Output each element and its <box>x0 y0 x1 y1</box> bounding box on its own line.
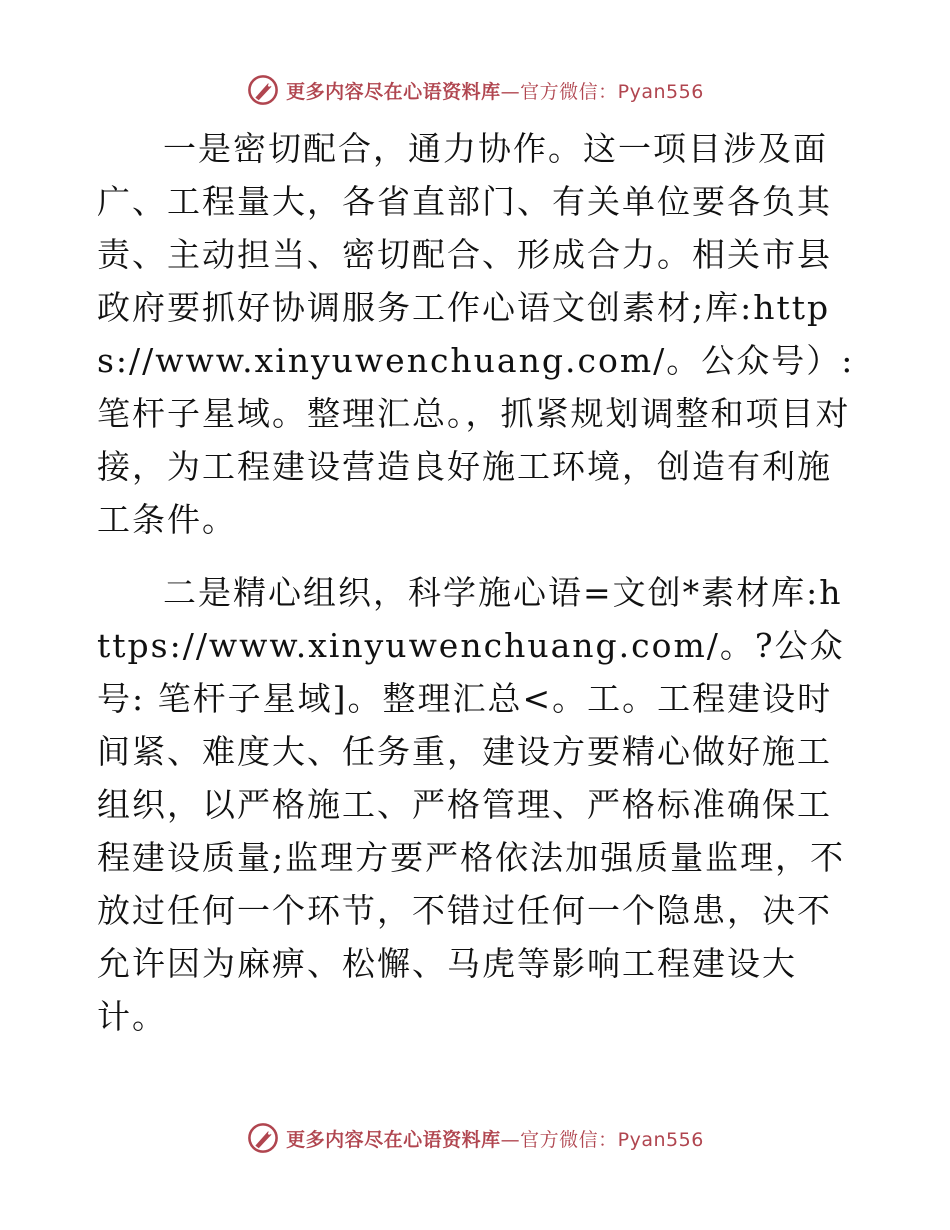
paragraph-1: 一是密切配合，通力协作。这一项目涉及面广、工程量大，各省直部门、有关单位要各负其责、主动担当、密切配合、形成合力。相关市县政府要抓好协调服务工作心语文创素材;库:https://www.xinyuwenchuang.com/。公众号）:笔杆子星域。整理汇总。，抓紧规划调整和项目对接，为工程建设营造良好施工环境，创造有利施工条件。 <box>97 129 855 539</box>
watermark-suffix: —官方微信：Pyan556 <box>500 1128 704 1151</box>
paragraph-2: 二是精心组织，科学施心语=文创*素材库:https://www.xinyuwenchuang.com/。?公众号: 笔杆子星域]。整理汇总<。工。工程建设时间紧、难度大、任务重，建设方要精心做好施工组织，以严格施工、严格管理、严格标准确保工程建设质量;监理方要严格依法加强质量监理，不放过任何一个环节，不错过任何一个隐患，决不允许因为麻痹、松懈、马虎等影响工程建设大计。 <box>97 573 846 1036</box>
watermark-prefix: 更多内容尽在心语资料库 <box>286 80 501 103</box>
watermark-text <box>286 77 704 104</box>
watermark-prefix: 更多内容尽在心语资料库 <box>286 1128 501 1151</box>
header-watermark-banner <box>0 70 950 110</box>
pen-nib-logo-icon <box>246 1121 280 1155</box>
pen-nib-logo-icon <box>246 73 280 107</box>
watermark-suffix: —官方微信：Pyan556 <box>500 80 704 103</box>
document-body <box>97 122 857 1043</box>
footer-watermark-banner <box>0 1118 950 1158</box>
watermark-text <box>286 1125 704 1152</box>
